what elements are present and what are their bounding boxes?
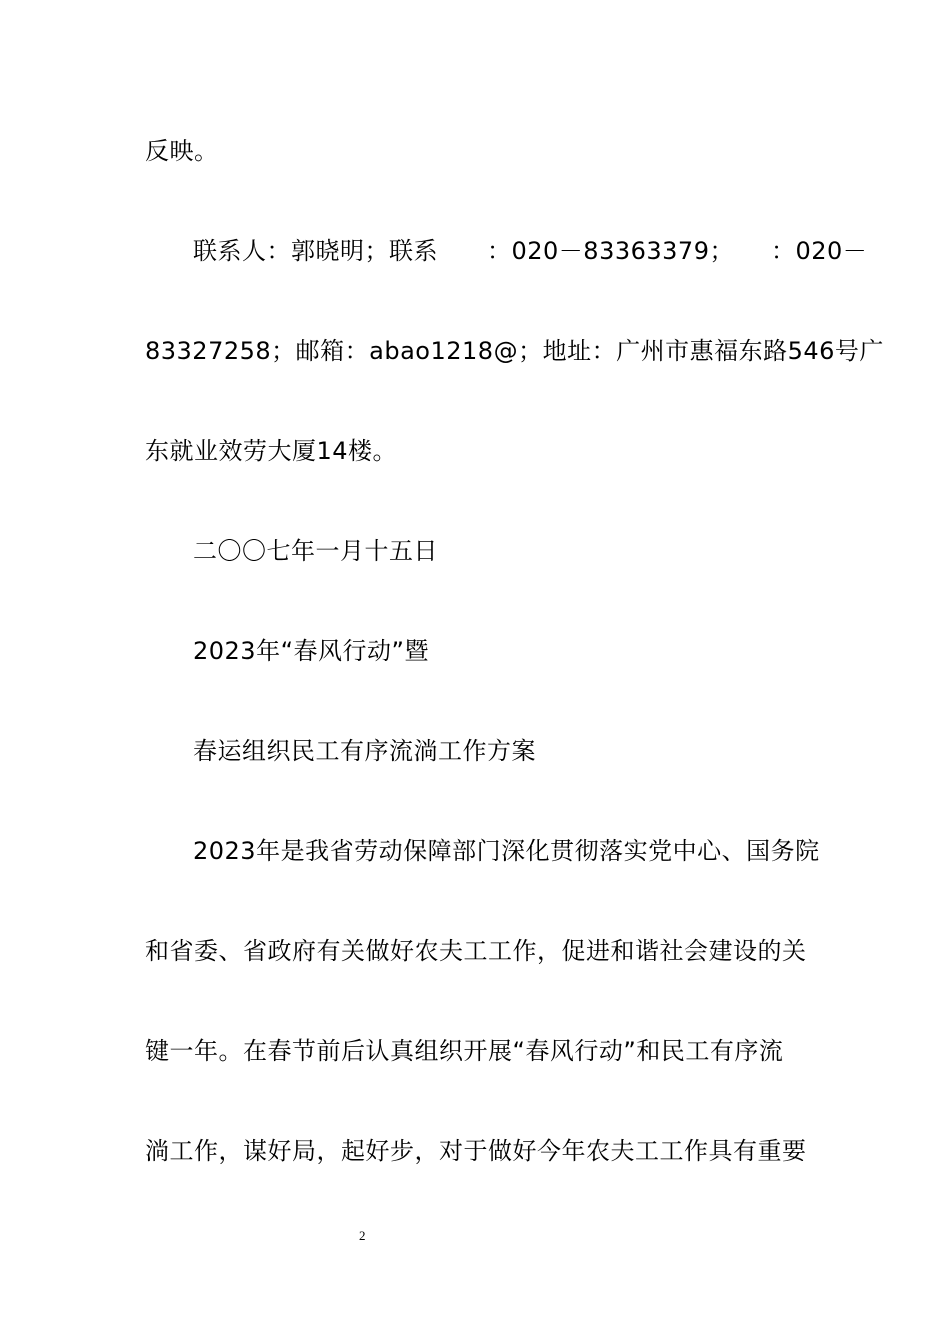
paragraph-line-1: 2023年是我省劳动保障部门深化贯彻落实党中心、国务院: [193, 837, 820, 865]
address-line: 东就业效劳大厦14楼。: [145, 437, 398, 465]
title-line-2: 春运组织民工有序流淌工作方案: [193, 737, 536, 765]
contact-email-address-line: 83327258；邮箱：abao1218@；地址：广州市惠福东路546号广: [145, 337, 884, 365]
paragraph-line-2: 和省委、省政府有关做好农夫工工作，促进和谐社会建设的关: [145, 937, 807, 965]
page-number: 2: [359, 1228, 366, 1243]
text-line-reflect: 反映。: [145, 137, 219, 165]
date-line: 二〇〇七年一月十五日: [193, 537, 438, 565]
title-line-1: 2023年“春风行动”暨: [193, 637, 429, 665]
contact-line: 联系人：郭晓明；联系 ：020－83363379； ：020－: [193, 237, 868, 265]
paragraph-line-3: 键一年。在春节前后认真组织开展“春风行动”和民工有序流: [145, 1037, 784, 1065]
paragraph-line-4: 淌工作，谋好局，起好步，对于做好今年农夫工工作具有重要: [145, 1137, 807, 1165]
